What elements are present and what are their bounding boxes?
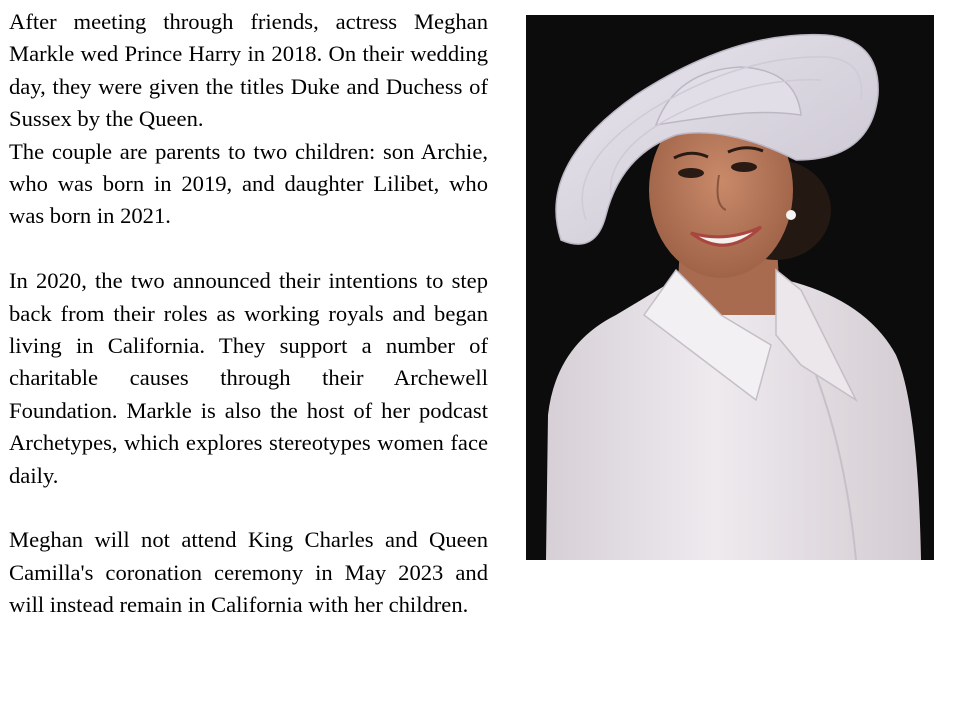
article-text [9, 6, 488, 622]
paragraph-spacer [9, 492, 488, 524]
paragraph-step-back: In 2020, the two announced their intentions to step back from their roles as working royals and began living in California. They support a number of charitable causes through their Archewell Foundation. Markle is also the host of her podcast Archetypes, which explores stereotypes women face daily. [9, 268, 488, 488]
paragraph-spacer [9, 233, 488, 265]
eye-right [731, 162, 757, 172]
paragraph-children: The couple are parents to two children: son Archie, who was born in 2019, and daughter Lilibet, who was born in 2021. [9, 138, 488, 229]
paragraph-wedding: After meeting through friends, actress Meghan Markle wed Prince Harry in 2018. On their wedding day, they were given the titles Duke and Duchess of Sussex by the Queen. [9, 9, 488, 132]
paragraph-coronation: Meghan will not attend King Charles and Queen Camilla's coronation ceremony in May 2023 and will instead remain in California with her children. [9, 527, 488, 618]
portrait-photo [526, 15, 934, 560]
earring [786, 210, 796, 220]
portrait-illustration [526, 15, 934, 560]
eye-left [678, 168, 704, 178]
